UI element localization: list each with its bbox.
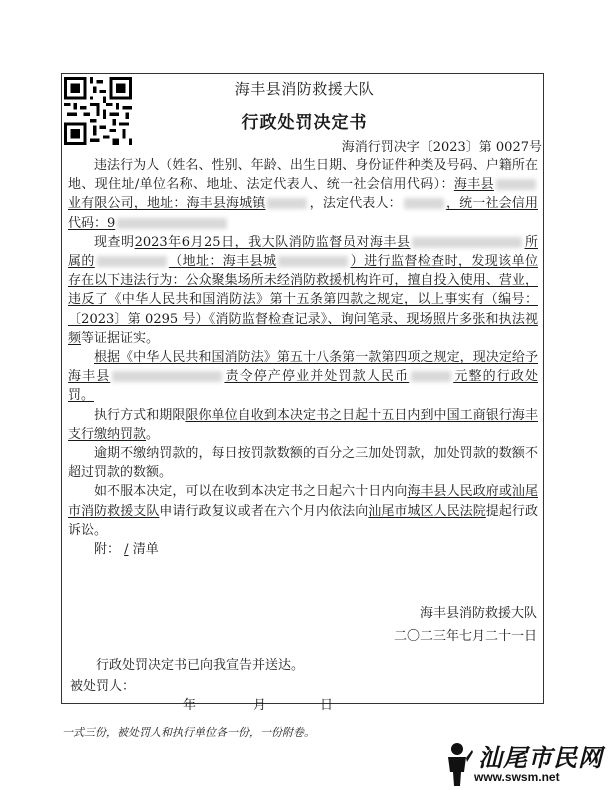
execution-method: 限你单位自收到本决定书之日起十五日内到中国工商银行海丰支行缴纳罚款 [68, 407, 538, 442]
execution-end: 。 [146, 426, 160, 442]
offender-address: 业有限公司，地址：海丰县海城镇 [68, 196, 266, 212]
redacted-text [404, 198, 444, 209]
paragraph-offender [68, 156, 538, 233]
decision-basis: 根据《中华人民共和国消防法》第五十八条第一款第四项之规定，现决定给予海丰县 [68, 350, 538, 385]
footnote: 一式三份，被处罚人和执行单位各一份，一份附卷。 [62, 726, 315, 739]
document-number: 海消行罚决字〔2023〕第 0027号 [341, 140, 542, 155]
service-day: 日 [320, 698, 334, 713]
redacted-text [267, 198, 307, 209]
signature-date: 二〇二三年七月二十一日 [393, 629, 537, 644]
decision-penalty: 责令停产停业并处罚款人民币 [224, 369, 410, 385]
redacted-text [112, 371, 222, 382]
facts-violation: ）进行监督检查时，发现该单位存在以下违法行为：公众聚集场所未经消防救援机构许可，擅自投入使用、营业，违反了《中华人民共和国消防法》第十五条第四款之规定，以上事实有（编号：〔2023〕第 0295 号）《消防监督检查记录》、询问笔录、现场照片多张和执法视频 [68, 254, 538, 346]
watermark-name: 汕尾市民网 [478, 743, 603, 772]
paragraph-facts [68, 233, 538, 348]
appeal-end: 提起行政诉讼。 [68, 503, 538, 538]
document-body [68, 156, 538, 559]
appeal-review-body: 海丰县人民政府或汕尾市消防救援支队 [68, 484, 538, 519]
appeal-court: 汕尾市城区人民法院 [368, 503, 486, 519]
facts-evidence: 等证据证实。 [81, 330, 160, 346]
offender-lead: 违法行为人（姓名、性别、年龄、出生日期、身份证件种类及号码、户籍所在地、现住址/单位名称、地址、法定代表人、统一社会信用代码）： [68, 158, 538, 193]
attachment-label: 附： [94, 542, 121, 558]
facts-inspection: 2023年6月25日，我大队消防监督员对海丰县 [134, 234, 411, 250]
appeal-lead: 如不服本决定，可以在收到本决定书之日起六十日内向 [94, 484, 408, 500]
execution-lead: 执行方式和期限 [94, 407, 186, 423]
watermark-url: www.swsm.net [474, 770, 560, 784]
paragraph-appeal [68, 482, 538, 540]
redacted-text [117, 218, 227, 229]
paragraph-late-fee: 逾期不缴纳罚款的，每日按罚款数额的百分之三加处罚款，加处罚款的数额不超过罚款的数额。 [68, 446, 538, 481]
document-title: 行政处罚决定书 [241, 113, 368, 133]
service-statement: 行政处罚决定书已向我宣告并送达。 [96, 658, 305, 673]
redacted-text [278, 256, 348, 267]
credit-code: ，统一社会信用代码：9 [68, 196, 538, 231]
redacted-text [496, 179, 536, 190]
signature-org: 海丰县消防救援大队 [419, 606, 537, 621]
redacted-text [97, 256, 167, 267]
appeal-mid: 申请行政复议或者在六个月内依法向 [159, 503, 369, 519]
legal-rep-label: ，法定代表人： [309, 196, 402, 212]
redacted-amount [411, 371, 451, 382]
facts-belonging: 所属的 [68, 234, 538, 270]
service-month: 月 [253, 698, 267, 713]
paragraph-attachment [68, 540, 538, 559]
facts-lead: 现查明 [94, 234, 135, 250]
decision-end: 元整的行政处罚。 [68, 369, 538, 404]
attachment-value: / [124, 542, 129, 558]
facts-address: （地址：海丰县城 [168, 254, 277, 270]
paragraph-execution [68, 406, 538, 444]
watermark-figure-icon [440, 742, 474, 788]
redacted-text [412, 237, 522, 248]
attachment-list: 清单 [132, 542, 159, 558]
service-year: 年 [183, 698, 197, 713]
issuing-authority: 海丰县消防救援大队 [234, 80, 375, 98]
offender-name: 海丰县 [453, 177, 494, 193]
recipient-label: 被处罚人： [70, 679, 136, 694]
paragraph-decision [68, 348, 538, 406]
